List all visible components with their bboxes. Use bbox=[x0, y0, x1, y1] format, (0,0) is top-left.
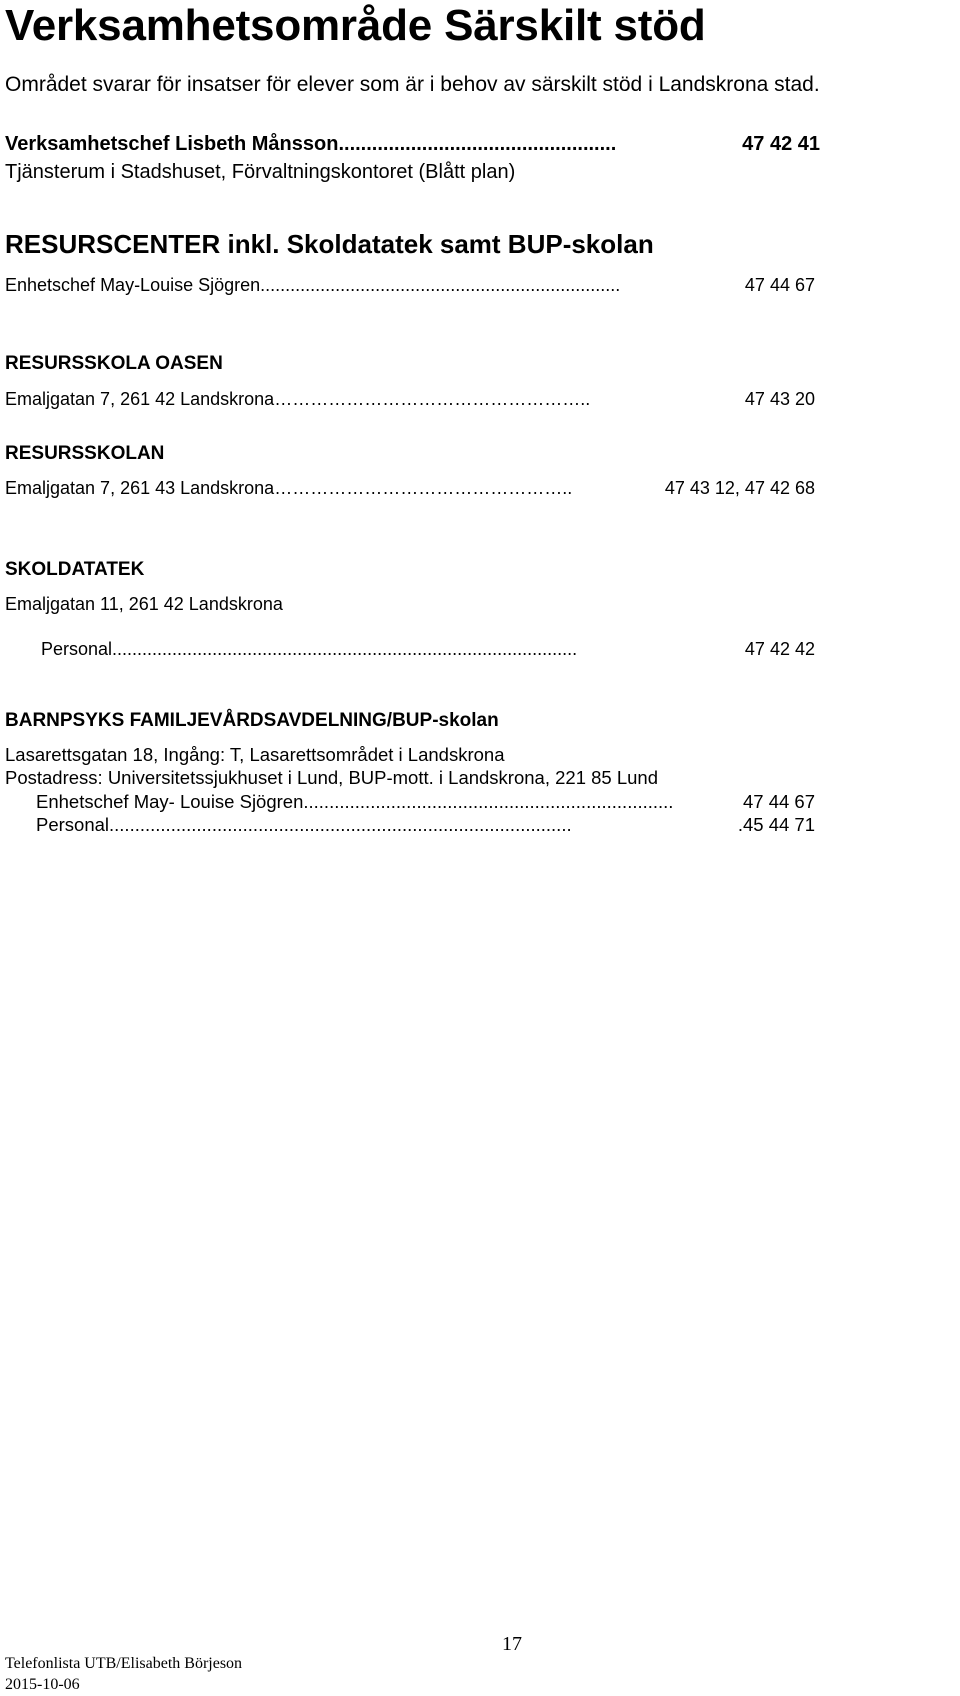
chief-phone: 47 42 41 bbox=[742, 133, 820, 155]
bup-head-label: Enhetschef May- Louise Sjögren bbox=[36, 791, 304, 812]
bup-staff-phone: .45 44 71 bbox=[737, 814, 815, 835]
footer-title: Telefonlista UTB/Elisabeth Börjeson bbox=[5, 1655, 243, 1672]
chief-leader: .................................................. bbox=[338, 133, 617, 155]
skoldatatek-address: Emaljgatan 11, 261 42 Landskrona bbox=[5, 594, 283, 614]
resursskolan-phone: 47 43 12, 47 42 68 bbox=[664, 478, 815, 498]
bup-head-leader: ........................................................................ bbox=[303, 791, 674, 812]
resurscenter-head-entry bbox=[5, 274, 815, 296]
bup-head-phone: 47 44 67 bbox=[742, 791, 815, 812]
skoldatatek-staff-label: Personal bbox=[41, 639, 113, 659]
resursskolan-heading: RESURSSKOLAN bbox=[5, 443, 165, 464]
oasen-phone: 47 43 20 bbox=[744, 389, 815, 409]
bup-heading: BARNPSYKS FAMILJEVÅRDSAVDELNING/BUP-skolan bbox=[5, 710, 499, 731]
page-number: 17 bbox=[502, 1633, 522, 1655]
bup-staff-label: Personal bbox=[36, 814, 110, 835]
resursskolan-address: Emaljgatan 7, 261 43 Landskrona bbox=[5, 478, 275, 498]
oasen-entry bbox=[5, 388, 815, 410]
skoldatatek-staff-leader: ............................................................................................. bbox=[112, 639, 578, 659]
resurscenter-head-phone: 47 44 67 bbox=[744, 275, 815, 295]
resursskolan-leader: ………………………………………….. bbox=[274, 478, 573, 498]
intro-text: Området svarar för insatser för elever som är i behov av särskilt stöd i Landskrona stad. bbox=[5, 73, 820, 96]
chief-label: Verksamhetschef Lisbeth Månsson bbox=[5, 133, 339, 155]
skoldatatek-staff-phone: 47 42 42 bbox=[744, 639, 815, 659]
chief-entry bbox=[5, 132, 820, 156]
oasen-leader: …………………………………………….. bbox=[274, 389, 591, 409]
bup-visit-address: Lasarettsgatan 18, Ingång: T, Lasarettsområdet i Landskrona bbox=[5, 744, 505, 765]
resurscenter-head-leader: ........................................................................ bbox=[260, 275, 621, 295]
bup-staff-leader: .......................................................................................... bbox=[109, 814, 572, 835]
footer-date: 2015-10-06 bbox=[5, 1676, 80, 1693]
oasen-heading: RESURSSKOLA OASEN bbox=[5, 353, 223, 374]
chief-room: Tjänsterum i Stadshuset, Förvaltningskontoret (Blått plan) bbox=[5, 161, 516, 183]
resurscenter-heading: RESURSCENTER inkl. Skoldatatek samt BUP-skolan bbox=[5, 229, 654, 259]
oasen-address: Emaljgatan 7, 261 42 Landskrona bbox=[5, 389, 275, 409]
resursskolan-entry bbox=[5, 477, 815, 499]
bup-postal-address: Postadress: Universitetssjukhuset i Lund, BUP-mott. i Landskrona, 221 85 Lund bbox=[5, 767, 658, 788]
page-title: Verksamhetsområde Särskilt stöd bbox=[5, 1, 706, 50]
skoldatatek-staff-entry bbox=[41, 638, 815, 660]
resurscenter-head-label: Enhetschef May-Louise Sjögren bbox=[5, 275, 261, 295]
bup-head-entry bbox=[36, 791, 815, 813]
bup-staff-entry bbox=[36, 814, 815, 836]
skoldatatek-heading: SKOLDATATEK bbox=[5, 559, 145, 580]
